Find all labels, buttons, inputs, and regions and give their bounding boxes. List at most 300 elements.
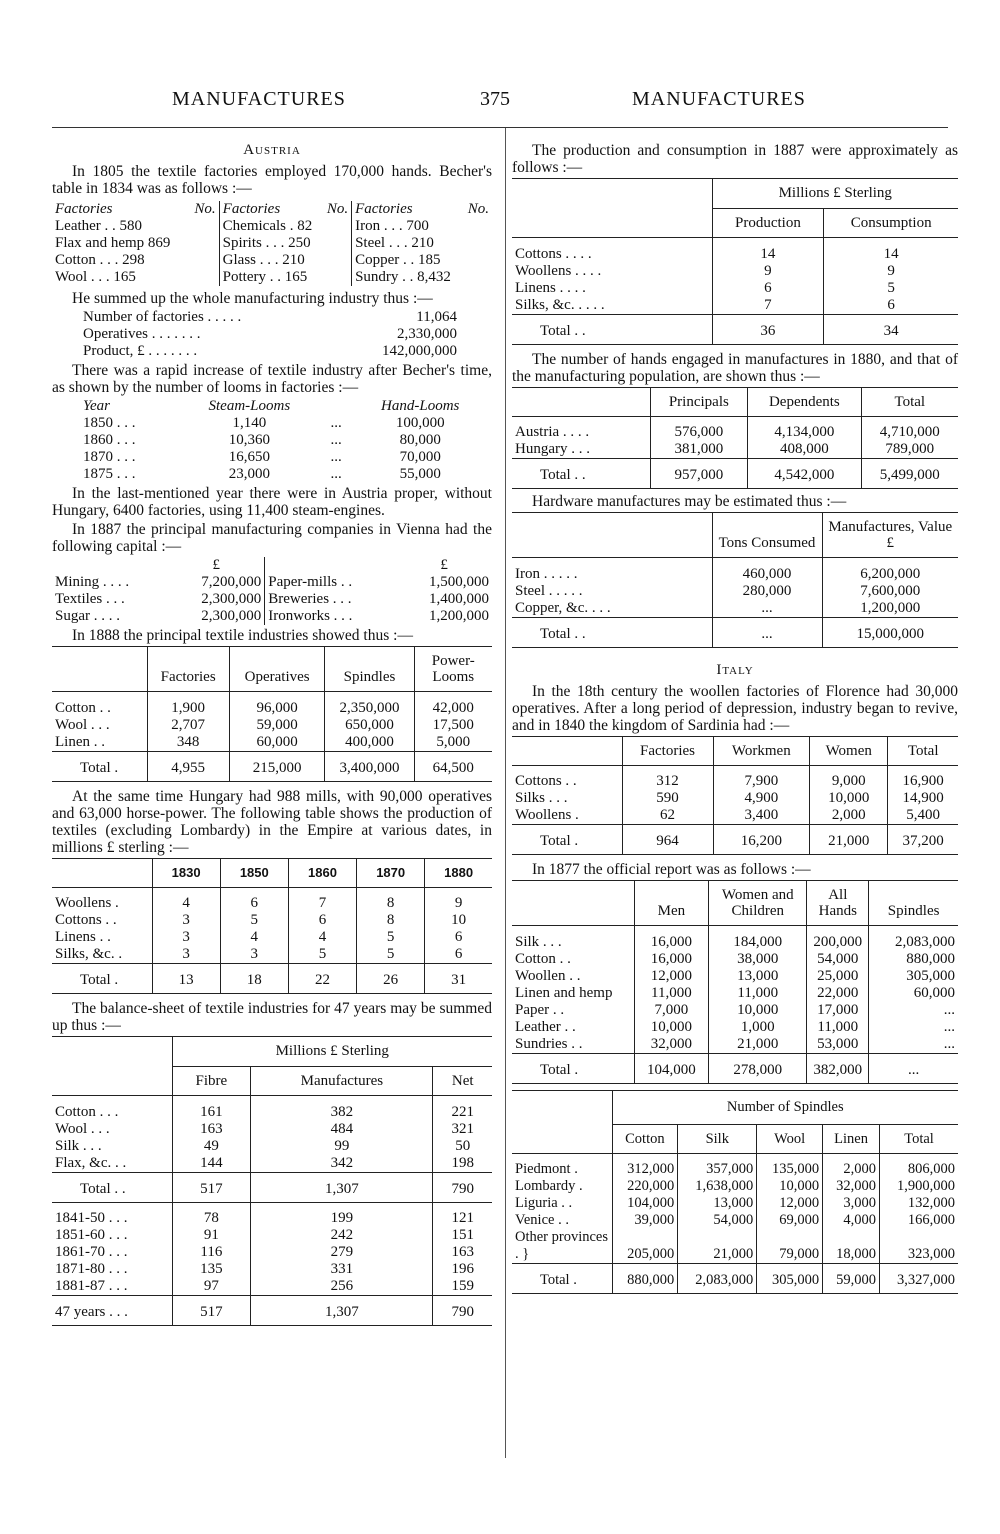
table-cell: 79,000 [757,1229,823,1264]
table-cell: 23,000 [228,466,270,482]
table-row [512,934,958,951]
table-cell: 10,000 [757,1178,823,1195]
table-cell: 7 [712,297,824,315]
group-header: Millions £ Sterling [172,1037,492,1067]
table-cell: 790 [433,1172,492,1202]
table-row [512,1161,958,1178]
table-cell: 6 [220,895,288,912]
total-row [512,314,958,344]
table-cell: 400,000 [325,734,414,752]
table-row [512,985,958,1002]
table-cell: Liguria . . [515,1195,573,1211]
column-header: Fibre [172,1067,251,1096]
table-cell: 4,900 [713,790,810,807]
table-cell: 1,307 [251,1172,433,1202]
table-cell: 278,000 [709,1053,807,1083]
table-cell: Cotton . . . 298 [55,252,145,268]
column-header: Manufactures, Value £ [822,513,958,558]
table-cell: 135 [172,1261,251,1278]
paragraph: The number of hands engaged in manufactures in 1880, and that of the manufacturing population, are shown thus :— [512,350,958,385]
table-cell: ... [712,600,822,618]
table-cell: Spirits . . . 250 [219,235,351,252]
table-cell: 357,000 [678,1161,757,1178]
production-consumption-table [512,178,958,345]
table-cell: ... [712,617,822,647]
table-row [52,1121,492,1138]
paragraph: The balance-sheet of textile industries for 47 years may be summed up thus :— [52,1000,492,1034]
column-header: Net [433,1067,492,1096]
table-row [512,424,958,441]
table-cell: Operatives . . . . . . . [83,326,201,342]
column-divider [505,128,506,1458]
table-cell: 9 [425,895,492,912]
right-column [512,140,958,1294]
column-header: Steam-Looms [208,398,291,414]
table-row [512,246,958,263]
table-cell: 205,000 [612,1229,678,1264]
column-header: Principals [650,387,748,416]
hardware-table [512,512,958,648]
table-cell: 53,000 [807,1036,869,1054]
table-cell: 13 [152,964,220,994]
report-1877-table [512,880,958,1084]
column-header: All Hands [807,881,869,926]
table-cell: Cottons . . [55,912,117,928]
table-cell: Product, £ . . . . . . . [83,343,198,359]
table-cell: 1841-50 . . . [55,1210,128,1226]
table-row [52,252,492,269]
table-row [512,566,958,583]
table-cell: 10 [425,912,492,929]
table-cell: 4,710,000 [861,424,958,441]
table-cell: Leather . . 580 [55,218,143,234]
group-header: Number of Spindles [612,1090,958,1124]
table-row [52,574,492,591]
table-cell: 5,400 [888,807,958,825]
table-cell: Total . [80,972,119,988]
table-cell: 11,000 [709,985,807,1002]
table-cell: 31 [425,964,492,994]
table-row [512,951,958,968]
table-row [52,235,492,252]
table-cell: 880,000 [869,951,958,968]
table-cell: 142,000,000 [382,343,457,359]
table-cell: 4,000 [823,1212,880,1229]
table-cell: Mining . . . . [55,574,130,590]
column-header: Men [634,881,709,926]
table-cell: Iron . . . . . [515,565,578,582]
table-cell: 1851-60 . . . [55,1227,128,1243]
table-cell: Cotton . . . [55,1103,119,1120]
table-cell: 60,000 [229,734,325,752]
table-cell: Lombardy . [515,1178,583,1194]
table-row [52,1244,492,1261]
column-header: Production [712,209,824,238]
table-cell: Total . [540,1061,579,1078]
table-cell: 50 [433,1138,492,1155]
table-cell: 7 [288,895,356,912]
table-cell: 36 [712,314,824,344]
table-row [80,326,460,343]
table-row [52,717,492,734]
table-cell: 38,000 [709,951,807,968]
table-cell: ... [869,1019,958,1036]
table-cell: 4 [288,929,356,946]
table-cell: ... [330,432,342,448]
table-cell: Silk . . . [55,1137,102,1154]
table-cell: 789,000 [861,441,958,459]
table-cell: 4,542,000 [748,459,861,489]
table-cell: 10,000 [810,790,888,807]
table-cell: 1,307 [251,1296,433,1326]
header-right-title: MANUFACTURES [632,88,806,110]
table-row [512,773,958,790]
table-cell: 342 [251,1155,433,1173]
table-cell: 132,000 [880,1195,958,1212]
table-cell: 26 [357,964,425,994]
table-cell: 9 [712,263,824,280]
table-cell: 1,140 [232,415,267,431]
table-cell: 1,900 [147,700,229,717]
table-row [512,790,958,807]
table-cell: Silks, &c. . . . . [515,296,605,313]
table-cell: 5 [288,946,356,964]
table-row [52,1138,492,1155]
table-cell: Cottons . . [515,773,577,789]
table-cell: 11,000 [807,1019,869,1036]
table-cell: 408,000 [748,441,861,459]
table-cell: 3 [152,929,220,946]
table-cell: 54,000 [807,951,869,968]
table-cell: ... [330,449,342,465]
table-cell: 221 [433,1104,492,1121]
table-cell: 32,000 [634,1036,709,1054]
table-cell: 91 [172,1227,251,1244]
column-header: Power-Looms [414,647,492,692]
table-cell: Linens . . [55,929,111,945]
table-row [512,1178,958,1195]
total-row [52,964,492,994]
table-cell: 163 [172,1121,251,1138]
table-cell: Total . . [80,1180,126,1197]
table-cell: 1,638,000 [678,1178,757,1195]
table-cell: 21,000 [709,1036,807,1054]
table-cell: Sugar . . . . [55,608,120,624]
running-header [0,88,1000,122]
table-row [52,269,492,286]
table-cell: 13,000 [709,968,807,985]
summary-table [80,309,460,360]
table-cell: 2,000 [823,1161,880,1178]
table-row [52,700,492,717]
table-cell: Ironworks . . . [265,608,396,625]
table-row [512,1229,958,1264]
textiles-1888-table [52,646,492,782]
section-title-italy: Italy [716,661,754,678]
table-cell: 6 [425,929,492,946]
total-row [512,459,958,489]
table-cell: 21,000 [678,1229,757,1264]
table-cell: 163 [433,1244,492,1261]
table-cell: 5 [357,929,425,946]
table-cell: 4 [152,895,220,912]
table-cell: 5,499,000 [861,459,958,489]
table-cell: 100,000 [395,415,445,431]
table-cell: 650,000 [325,717,414,734]
page-number: 375 [480,88,510,110]
table-cell: 42,000 [414,700,492,717]
table-cell: 2,000 [810,807,888,825]
table-cell: 242 [251,1227,433,1244]
table-cell: 14,900 [888,790,958,807]
column-header: Total [888,736,958,765]
table-cell: 22,000 [807,985,869,1002]
column-header: Factories [147,647,229,692]
table-cell: 3 [152,946,220,964]
table-cell: 47 years . . . [55,1304,128,1320]
column-header: Wool [757,1124,823,1153]
becher-table [52,201,492,286]
table-cell: 2,707 [147,717,229,734]
table-cell: 11,000 [634,985,709,1002]
table-cell: Steel . . . 210 [352,235,492,252]
table-cell: 280,000 [712,583,822,600]
total-row [512,1264,958,1294]
table-row [512,441,958,459]
paragraph: Hardware manufactures may be estimated thus :— [532,493,847,510]
table-cell: 25,000 [807,968,869,985]
total-row [512,1053,958,1083]
table-cell: ... [330,415,342,431]
table-cell: 78 [172,1210,251,1227]
table-cell: 3,400,000 [325,751,414,781]
table-cell: 6 [288,912,356,929]
table-cell: 16,200 [713,825,810,855]
table-cell: 517 [172,1172,251,1202]
table-cell: 11,064 [416,309,457,325]
sardinia-table [512,736,958,856]
table-cell: 60,000 [869,985,958,1002]
table-row [52,929,492,946]
table-cell: 790 [433,1296,492,1326]
table-row [80,343,460,360]
table-row [52,1278,492,1296]
table-cell: Woollens . [515,807,579,823]
table-cell: 14 [824,246,958,263]
table-cell: 62 [622,807,713,825]
hands-table [512,387,958,490]
table-row [52,1104,492,1121]
table-row [52,591,492,608]
table-cell: 10,360 [228,432,270,448]
table-cell: 3 [220,946,288,964]
table-cell: 312 [622,773,713,790]
table-cell: 6 [712,280,824,297]
table-cell: 37,200 [888,825,958,855]
table-cell: Cotton . . [515,950,571,967]
table-cell: Venice . . [515,1212,569,1228]
table-cell: 10,000 [709,1002,807,1019]
table-row [52,895,492,912]
column-header: Linen [823,1124,880,1153]
table-cell: 381,000 [650,441,748,459]
table-cell: 312,000 [612,1161,678,1178]
table-cell: 2,330,000 [397,326,457,342]
table-cell: 5 [357,946,425,964]
table-cell: Chemicals . 82 [219,218,351,235]
table-cell: 21,000 [810,825,888,855]
table-cell: 16,650 [228,449,270,465]
table-cell: Sundry . . 8,432 [352,269,492,286]
table-cell: Copper, &c. . . . [515,599,611,616]
table-cell: Total . [540,1272,577,1288]
table-cell: 135,000 [757,1161,823,1178]
table-cell: 576,000 [650,424,748,441]
balance-sheet-table [52,1036,492,1326]
table-cell: 166,000 [880,1212,958,1229]
table-cell: 80,000 [399,432,441,448]
table-cell: Woollen . . [515,967,581,984]
paragraph: In the last-mentioned year there were in Austria proper, without Hungary, 6400 factories, using 11,400 steam-engines. [52,485,492,519]
table-cell: 12,000 [634,968,709,985]
table-cell: 1,400,000 [429,591,489,607]
table-cell: 17,000 [807,1002,869,1019]
table-cell: 3,327,000 [880,1264,958,1294]
column-header: Consumption [824,209,958,238]
total-row [52,1172,492,1202]
table-cell: Linens . . . . [515,279,586,296]
table-cell: Flax, &c. . . [55,1154,127,1171]
table-cell: 184,000 [709,934,807,951]
column-header: Cotton [612,1124,678,1153]
table-cell: 2,083,000 [869,934,958,951]
table-row [512,1212,958,1229]
table-cell: 4,955 [147,751,229,781]
table-row [52,218,492,235]
table-cell: 2,350,000 [325,700,414,717]
table-cell: Flax and hemp 869 [55,235,171,251]
table-cell: Austria . . . . [515,424,590,440]
table-cell: 1,500,000 [429,574,489,590]
table-cell: Silks, &c. . [55,946,123,962]
table-cell: Linen . . [55,733,105,750]
column-header: 1880 [425,858,492,887]
table-cell: 39,000 [612,1212,678,1229]
table-cell: 382 [251,1104,433,1121]
table-row [512,1195,958,1212]
table-cell: 880,000 [612,1264,678,1294]
table-row [512,1019,958,1036]
table-cell: 1870 . . . [83,449,136,465]
table-cell: 196 [433,1261,492,1278]
table-row [52,946,492,964]
looms-table [80,398,490,483]
table-cell: Wool . . . [55,1120,110,1137]
table-cell: Pottery . . 165 [219,269,351,286]
table-cell: 305,000 [869,968,958,985]
table-cell: 7,900 [713,773,810,790]
table-cell: 5,000 [414,734,492,752]
table-cell: 279 [251,1244,433,1261]
column-header: Total [861,387,958,416]
group-header: Millions £ Sterling [712,179,958,209]
column-header: Factories [219,201,311,218]
table-cell: 15,000,000 [822,617,958,647]
table-cell: 331 [251,1261,433,1278]
currency-header: £ [440,557,448,573]
currency-header: £ [212,557,221,573]
table-cell: 348 [147,734,229,752]
paragraph: He summed up the whole manufacturing industry thus :— [72,290,433,307]
table-cell: 116 [172,1244,251,1261]
table-cell: 957,000 [650,459,748,489]
table-cell: 59,000 [823,1264,880,1294]
table-cell: 321 [433,1121,492,1138]
table-cell: 8 [357,912,425,929]
table-cell: 10,000 [634,1019,709,1036]
table-cell: 199 [251,1210,433,1227]
column-header: Factories [352,201,450,218]
table-cell: 6 [824,297,958,315]
table-cell: 96,000 [229,700,325,717]
table-cell: 5 [220,912,288,929]
paragraph: In 1888 the principal textile industries showed thus :— [72,627,413,644]
column-header: Workmen [713,736,810,765]
table-cell: Total . [540,833,579,849]
column-header: Dependents [748,387,861,416]
table-row [512,583,958,600]
table-cell: 806,000 [880,1161,958,1178]
left-column [52,140,492,1326]
production-table [52,858,492,995]
table-cell: 1850 . . . [83,415,136,431]
table-cell: 1860 . . . [83,432,136,448]
table-cell: Wool . . . 165 [55,269,136,285]
table-cell: 49 [172,1138,251,1155]
table-cell: 16,000 [634,951,709,968]
table-cell: 3 [152,912,220,929]
table-row [512,600,958,618]
column-header: No. [194,201,216,217]
table-cell: 517 [172,1296,251,1326]
table-cell: Number of factories . . . . . [83,309,242,325]
column-header: 1830 [152,858,220,887]
table-cell: 104,000 [612,1195,678,1212]
table-cell: 1881-87 . . . [55,1278,128,1294]
table-cell: ... [869,1002,958,1019]
table-cell: 305,000 [757,1264,823,1294]
table-cell: 215,000 [229,751,325,781]
table-cell: 1861-70 . . . [55,1244,128,1260]
table-cell: Breweries . . . [265,591,396,608]
column-header: No. [467,201,489,217]
table-row [80,466,490,483]
table-cell: 18 [220,964,288,994]
table-cell: Iron . . . 700 [352,218,492,235]
paragraph: The production and consumption in 1887 were approximately as follows :— [512,142,958,176]
header-rule [52,127,948,128]
table-cell: Total . [80,759,119,776]
column-header: No. [326,201,349,217]
table-cell: 3,000 [823,1195,880,1212]
table-cell: 200,000 [807,934,869,951]
table-cell: Woollens . [55,895,119,911]
total-row [52,751,492,781]
table-cell: Textiles . . . [55,591,125,607]
table-cell: 161 [172,1104,251,1121]
table-cell: 2,083,000 [678,1264,757,1294]
table-cell: 1,900,000 [880,1178,958,1195]
